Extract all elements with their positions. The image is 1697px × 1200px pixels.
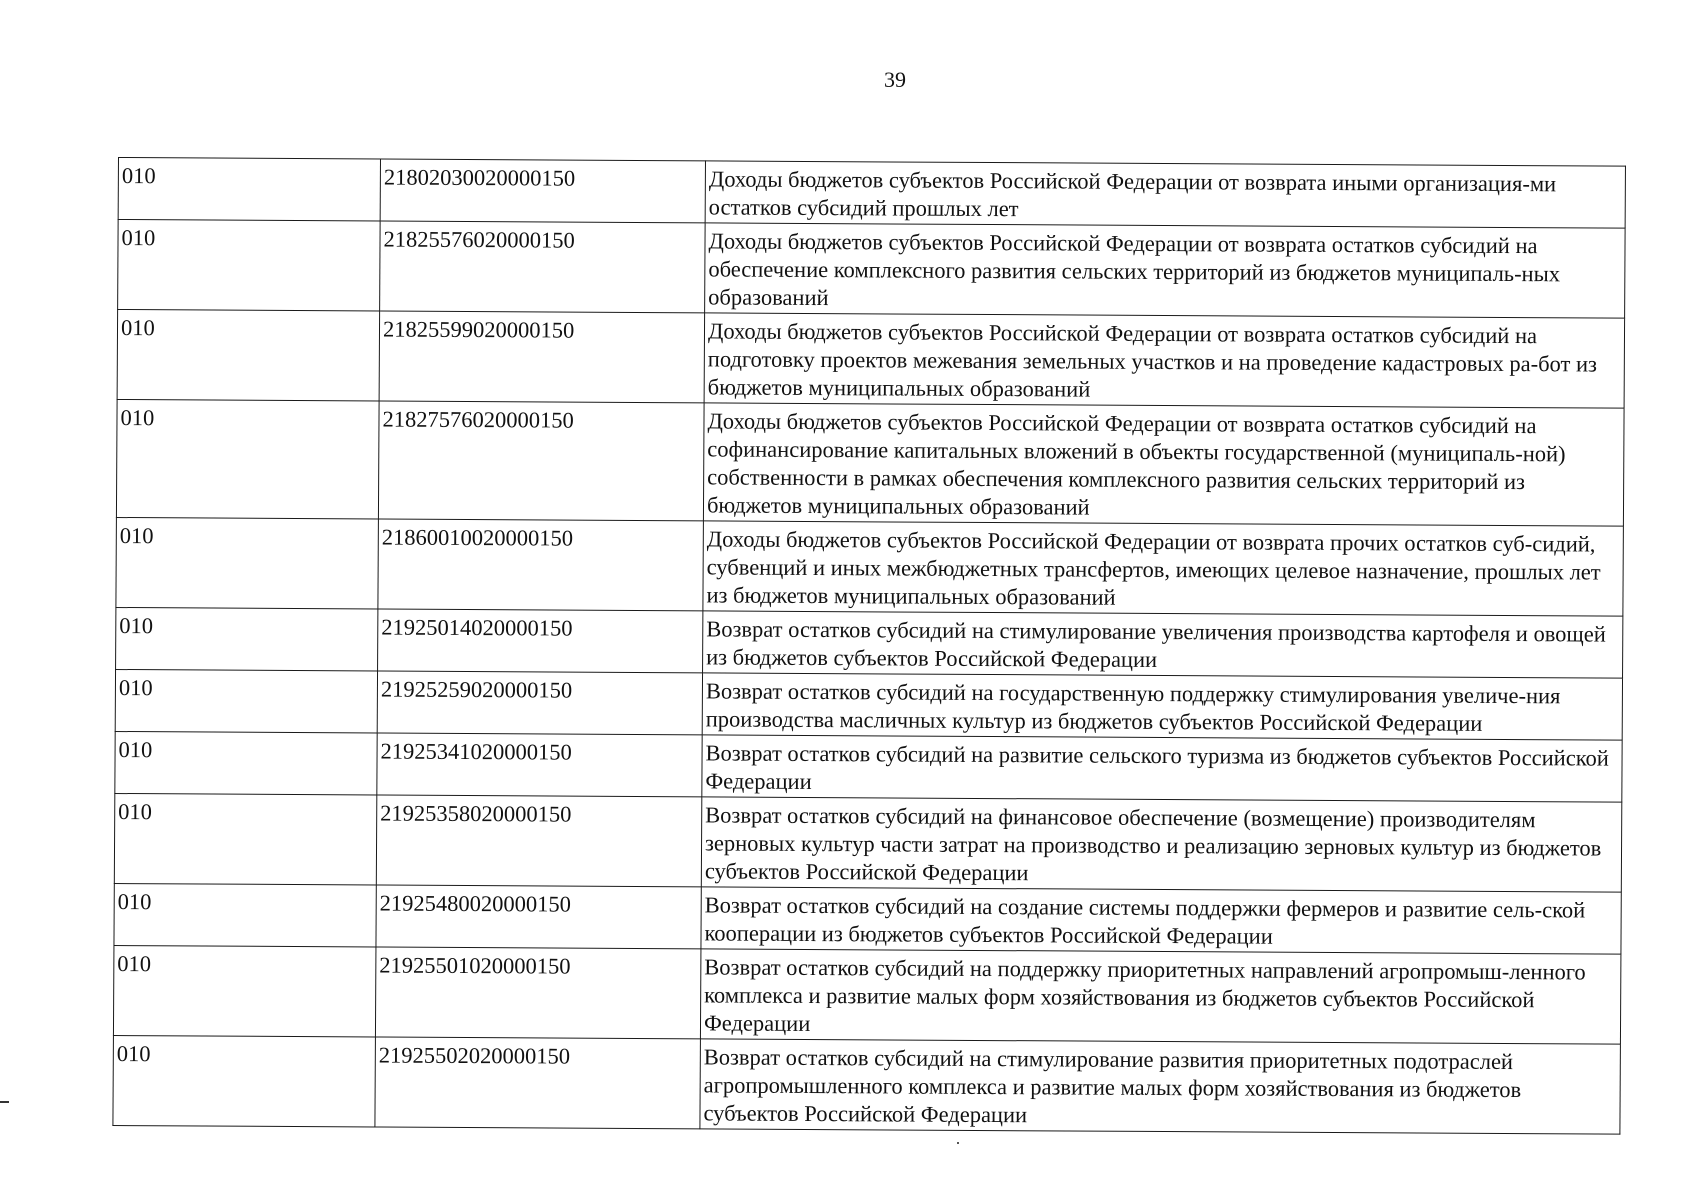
admin-code-cell: 010 [118,158,380,222]
table-row [115,669,1622,740]
description-cell: Возврат остатков субсидий на поддержку приоритетных направлений агропромыш-ленного комплекса и развитие малых форм хозяйствования из бюджетов субъектов Российской Федерации [700,949,1621,1044]
table-row [115,731,1622,802]
admin-code-cell: 010 [116,517,379,609]
table-row [114,793,1621,892]
table-row [113,945,1620,1044]
table-row [117,310,1624,409]
page-number: 39 [884,67,906,92]
kbk-code-cell: 21860010020000150 [378,519,704,611]
description-cell: Возврат остатков субсидий на финансовое обеспечение (возмещение) производителям зерновых культур части затрат на производство и реализацию зерновых культур из бюджетов субъектов Российской Федерации [701,797,1622,892]
kbk-code-cell: 21925259020000150 [377,671,702,735]
kbk-code-cell: 21925501020000150 [375,947,701,1039]
admin-code-cell: 010 [116,607,378,671]
description-cell: Возврат остатков субсидий на стимулирование развития приоритетных подотраслей агропромышленного комплекса и развитие малых форм хозяйствования из бюджетов субъектов Российской Федерации [700,1039,1621,1134]
table-row [118,158,1625,229]
admin-code-cell: 010 [113,945,376,1037]
budget-codes-table [112,157,1626,1135]
admin-code-cell: 010 [116,399,379,519]
admin-code-cell: 010 [114,883,376,947]
kbk-code-cell: 21925480020000150 [376,885,701,949]
margin-scan-mark [0,1101,9,1103]
admin-code-cell: 010 [113,1035,376,1127]
description-cell: Доходы бюджетов субъектов Российской Федерации от возврата прочих остатков суб-сидий, субвенций и иных межбюджетных трансфертов, имеющих целевое назначение, прошлых лет из бюджетов муниципальных образований [703,521,1624,616]
kbk-code-cell: 21825599020000150 [379,311,705,403]
admin-code-cell: 010 [114,793,377,885]
table-row [113,1035,1620,1134]
description-cell: Возврат остатков субсидий на государственную поддержку стимулирования увеличе-ния производства масличных культур из бюджетов субъектов Российской Федерации [702,673,1622,740]
description-cell: Доходы бюджетов субъектов Российской Федерации от возврата иными организация-ми остатков субсидий прошлых лет [705,161,1625,228]
table-row [116,399,1624,526]
description-cell: Доходы бюджетов субъектов Российской Федерации от возврата остатков субсидий на обеспечение комплексного развития сельских территорий из бюджетов муниципаль-ных образований [705,223,1626,318]
table-row [114,883,1621,954]
admin-code-cell: 010 [115,669,377,733]
kbk-code-cell: 21802030020000150 [380,159,705,223]
kbk-code-cell: 21925358020000150 [376,795,702,887]
description-cell: Возврат остатков субсидий на развитие сельского туризма из бюджетов субъектов Российской Федерации [702,735,1622,802]
kbk-code-cell: 21825576020000150 [380,221,706,313]
table-row [118,220,1625,319]
description-cell: Возврат остатков субсидий на создание системы поддержки фермеров и развитие сель-ской кооперации из бюджетов субъектов Российской Федерации [701,887,1621,954]
admin-code-cell: 010 [118,220,381,312]
description-cell: Доходы бюджетов субъектов Российской Федерации от возврата остатков субсидий на софинансирование капитальных вложений в объекты государственной (муниципаль-ной) собственности в рамках обеспечения комплексного развития сельских территорий из бюджетов муниципальных образований [703,403,1624,526]
description-cell: Возврат остатков субсидий на стимулирование увеличения производства картофеля и овощей из бюджетов субъектов Российской Федерации [703,611,1623,678]
admin-code-cell: 010 [117,310,380,402]
table-row [116,607,1623,678]
kbk-code-cell: 21925014020000150 [378,609,703,673]
kbk-code-cell: 21925341020000150 [377,733,702,797]
kbk-code-cell: 21925502020000150 [375,1037,701,1129]
admin-code-cell: 010 [115,731,377,795]
scan-speck [957,1142,959,1144]
description-cell: Доходы бюджетов субъектов Российской Федерации от возврата остатков субсидий на подготовку проектов межевания земельных участков и на проведение кадастровых ра-бот из бюджетов муниципальных образований [704,313,1625,408]
kbk-code-cell: 21827576020000150 [378,401,704,521]
table-row [116,517,1623,616]
